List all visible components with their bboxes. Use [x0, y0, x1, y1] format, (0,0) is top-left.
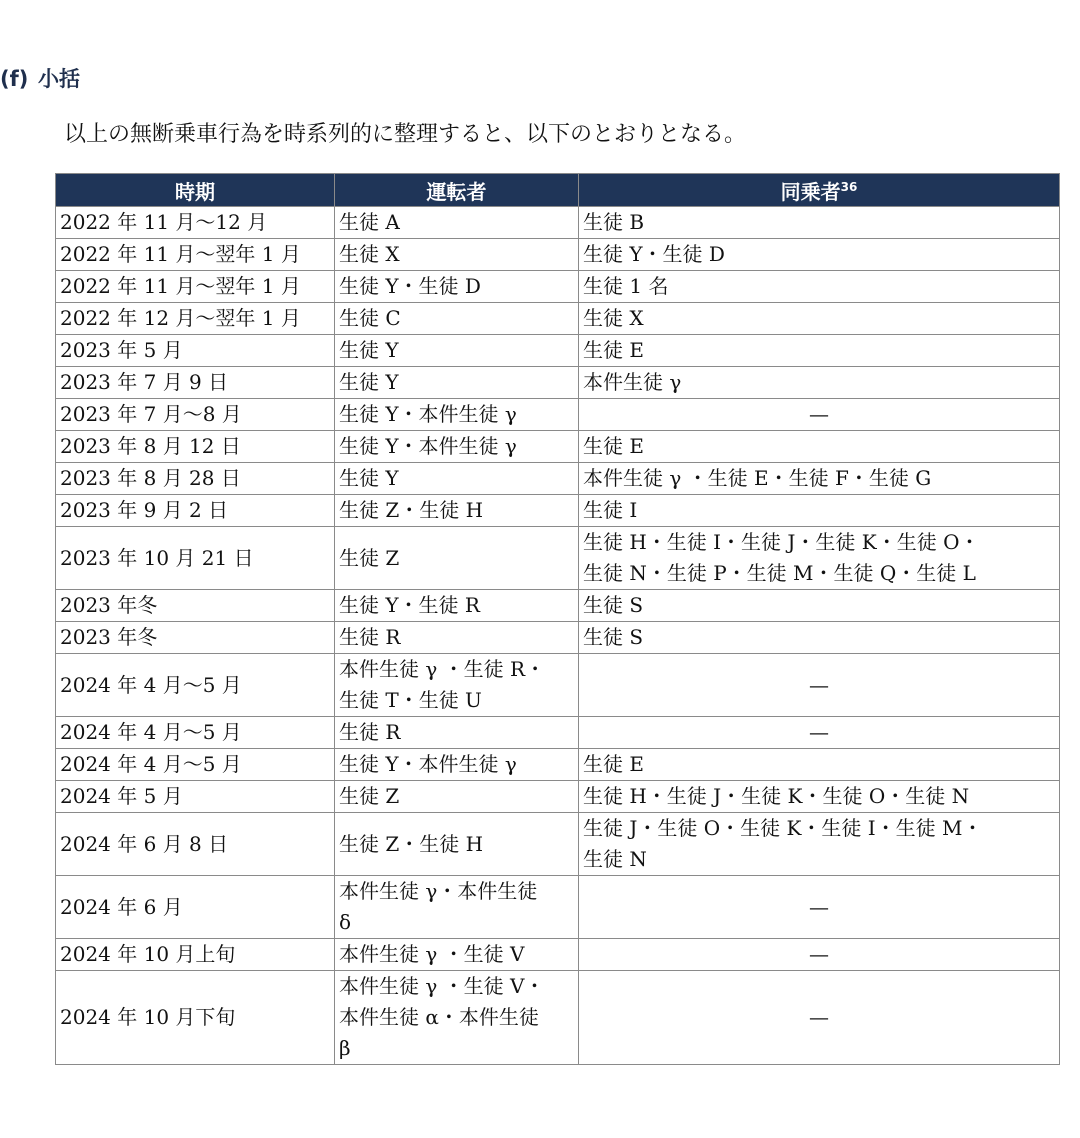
passenger-cell-line: 生徒 N — [583, 847, 647, 871]
table-row — [56, 207, 1060, 239]
driver-cell-line: 生徒 X — [339, 242, 400, 266]
driver-cell-line: 生徒 Y — [339, 338, 399, 362]
table-row — [56, 431, 1060, 463]
driver-cell-line: 生徒 Y・本件生徒 γ — [339, 752, 517, 776]
period-cell: 2023 年 8 月 12 日 — [56, 431, 335, 463]
driver-cell-line: 本件生徒 α・本件生徒 — [339, 1005, 539, 1029]
driver-cell-line: 生徒 Z・生徒 H — [339, 498, 484, 522]
driver-cell — [335, 654, 579, 717]
period-cell: 2024 年 10 月上旬 — [56, 939, 335, 971]
driver-cell — [335, 207, 579, 239]
driver-cell-line: 生徒 T・生徒 U — [339, 688, 482, 712]
driver-cell-line: 生徒 A — [339, 210, 400, 234]
passenger-cell — [579, 239, 1060, 271]
passenger-cell-line: 生徒 X — [583, 306, 644, 330]
driver-cell — [335, 239, 579, 271]
passenger-cell-line: — — [809, 942, 829, 966]
driver-cell-line: δ — [339, 910, 352, 934]
passenger-cell — [579, 527, 1060, 590]
passenger-cell-line: — — [809, 402, 829, 426]
table-row — [56, 335, 1060, 367]
driver-cell-line: 生徒 Z — [339, 784, 400, 808]
passenger-cell — [579, 813, 1060, 876]
passenger-cell — [579, 717, 1060, 749]
passenger-cell — [579, 303, 1060, 335]
period-cell: 2023 年冬 — [56, 622, 335, 654]
section-heading — [0, 64, 80, 94]
driver-cell — [335, 717, 579, 749]
driver-cell — [335, 463, 579, 495]
table-row — [56, 781, 1060, 813]
period-cell: 2023 年 9 月 2 日 — [56, 495, 335, 527]
header-passenger — [579, 174, 1060, 207]
passenger-cell-line: 生徒 H・生徒 I・生徒 J・生徒 K・生徒 O・ — [583, 530, 980, 554]
passenger-cell-line: 生徒 S — [583, 593, 644, 617]
passenger-cell — [579, 335, 1060, 367]
driver-cell-line: 生徒 Z・生徒 H — [339, 831, 484, 856]
passenger-cell — [579, 622, 1060, 654]
period-cell: 2023 年 5 月 — [56, 335, 335, 367]
header-period-label: 時期 — [175, 179, 215, 204]
period-cell: 2022 年 12 月～翌年 1 月 — [56, 303, 335, 335]
passenger-cell — [579, 463, 1060, 495]
passenger-cell — [579, 399, 1060, 431]
passenger-cell-line: 生徒 J・生徒 O・生徒 K・生徒 I・生徒 M・ — [583, 816, 983, 840]
passenger-cell-line: 本件生徒 γ — [583, 370, 682, 394]
passenger-cell-line: 生徒 1 名 — [583, 274, 669, 298]
period-cell: 2024 年 6 月 — [56, 876, 335, 939]
header-period — [56, 174, 335, 207]
passenger-cell-line: 生徒 E — [583, 434, 644, 458]
period-cell: 2022 年 11 月～翌年 1 月 — [56, 271, 335, 303]
table-row — [56, 463, 1060, 495]
passenger-cell-line: 生徒 H・生徒 J・生徒 K・生徒 O・生徒 N — [583, 784, 970, 808]
passenger-cell — [579, 749, 1060, 781]
passenger-cell-line: — — [809, 672, 829, 697]
driver-cell — [335, 781, 579, 813]
period-cell: 2023 年 7 月 9 日 — [56, 367, 335, 399]
driver-cell-line: β — [339, 1036, 351, 1060]
period-cell: 2024 年 4 月～5 月 — [56, 654, 335, 717]
driver-cell-line: 生徒 Y・生徒 R — [339, 593, 480, 617]
passenger-cell-line: 生徒 Y・生徒 D — [583, 242, 725, 266]
passenger-cell-line: 生徒 N・生徒 P・生徒 M・生徒 Q・生徒 L — [583, 561, 976, 585]
passenger-cell — [579, 781, 1060, 813]
driver-cell-line: 生徒 Y — [339, 466, 399, 490]
passenger-cell — [579, 939, 1060, 971]
passenger-cell — [579, 654, 1060, 717]
table-row — [56, 654, 1060, 717]
driver-cell — [335, 271, 579, 303]
driver-cell — [335, 399, 579, 431]
table-row — [56, 495, 1060, 527]
table-row — [56, 813, 1060, 876]
driver-cell-line: 生徒 R — [339, 720, 401, 744]
table-row — [56, 590, 1060, 622]
section-number: (f) — [0, 67, 29, 91]
driver-cell — [335, 590, 579, 622]
driver-cell — [335, 527, 579, 590]
driver-cell-line: 生徒 Z — [339, 545, 400, 570]
period-cell: 2023 年 10 月 21 日 — [56, 527, 335, 590]
table-row — [56, 749, 1060, 781]
table-row — [56, 971, 1060, 1065]
period-cell: 2023 年 8 月 28 日 — [56, 463, 335, 495]
driver-cell — [335, 813, 579, 876]
driver-cell — [335, 971, 579, 1065]
table-body — [56, 207, 1060, 1065]
passenger-cell — [579, 207, 1060, 239]
driver-cell — [335, 495, 579, 527]
driver-cell-line: 本件生徒 γ ・生徒 R・ — [339, 657, 546, 681]
driver-cell — [335, 749, 579, 781]
period-cell: 2024 年 4 月～5 月 — [56, 749, 335, 781]
table-row — [56, 717, 1060, 749]
driver-cell — [335, 367, 579, 399]
passenger-cell — [579, 431, 1060, 463]
passenger-cell — [579, 271, 1060, 303]
driver-cell — [335, 303, 579, 335]
period-cell: 2022 年 11 月～翌年 1 月 — [56, 239, 335, 271]
passenger-cell — [579, 367, 1060, 399]
driver-cell-line: 生徒 C — [339, 306, 401, 330]
passenger-cell-line: — — [809, 1005, 829, 1029]
period-cell: 2024 年 4 月～5 月 — [56, 717, 335, 749]
passenger-cell — [579, 495, 1060, 527]
table-row — [56, 303, 1060, 335]
table-row — [56, 622, 1060, 654]
table-row — [56, 939, 1060, 971]
driver-cell-line: 本件生徒 γ・本件生徒 — [339, 879, 538, 903]
table-row — [56, 399, 1060, 431]
driver-cell-line: 生徒 Y・本件生徒 γ — [339, 402, 517, 426]
period-cell: 2024 年 5 月 — [56, 781, 335, 813]
driver-cell-line: 本件生徒 γ ・生徒 V — [339, 942, 525, 966]
driver-cell-line: 生徒 Y — [339, 370, 399, 394]
table-row — [56, 876, 1060, 939]
passenger-cell-line: 本件生徒 γ ・生徒 E・生徒 F・生徒 G — [583, 466, 932, 490]
passenger-cell — [579, 876, 1060, 939]
passenger-cell-line: — — [809, 894, 829, 919]
section-title: 小括 — [38, 67, 80, 91]
period-cell: 2024 年 6 月 8 日 — [56, 813, 335, 876]
table-row — [56, 271, 1060, 303]
passenger-cell — [579, 971, 1060, 1065]
header-passenger-label: 同乗者 — [780, 179, 841, 204]
timeline-table — [55, 173, 1060, 1065]
period-cell: 2023 年 7 月～8 月 — [56, 399, 335, 431]
driver-cell — [335, 622, 579, 654]
passenger-cell-line: 生徒 S — [583, 625, 644, 649]
driver-cell — [335, 876, 579, 939]
table-header-row — [56, 174, 1060, 207]
period-cell: 2023 年冬 — [56, 590, 335, 622]
intro-paragraph: 以上の無断乗車行為を時系列的に整理すると、以下のとおりとなる。 — [64, 122, 747, 147]
driver-cell — [335, 431, 579, 463]
driver-cell-line: 生徒 Y・生徒 D — [339, 274, 481, 298]
table-row — [56, 527, 1060, 590]
passenger-cell-line: 生徒 E — [583, 752, 644, 776]
header-driver — [335, 174, 579, 207]
period-cell: 2024 年 10 月下旬 — [56, 971, 335, 1065]
passenger-cell-line: — — [809, 720, 829, 744]
period-cell: 2022 年 11 月～12 月 — [56, 207, 335, 239]
table-row — [56, 239, 1060, 271]
header-driver-label: 運転者 — [426, 179, 487, 204]
driver-cell-line: 本件生徒 γ ・生徒 V・ — [339, 974, 545, 998]
table-row — [56, 367, 1060, 399]
footnote-ref: 36 — [840, 179, 858, 194]
passenger-cell-line: 生徒 B — [583, 210, 645, 234]
driver-cell-line: 生徒 R — [339, 625, 401, 649]
driver-cell-line: 生徒 Y・本件生徒 γ — [339, 434, 517, 458]
driver-cell — [335, 939, 579, 971]
passenger-cell-line: 生徒 I — [583, 498, 638, 522]
passenger-cell-line: 生徒 E — [583, 338, 644, 362]
passenger-cell — [579, 590, 1060, 622]
driver-cell — [335, 335, 579, 367]
